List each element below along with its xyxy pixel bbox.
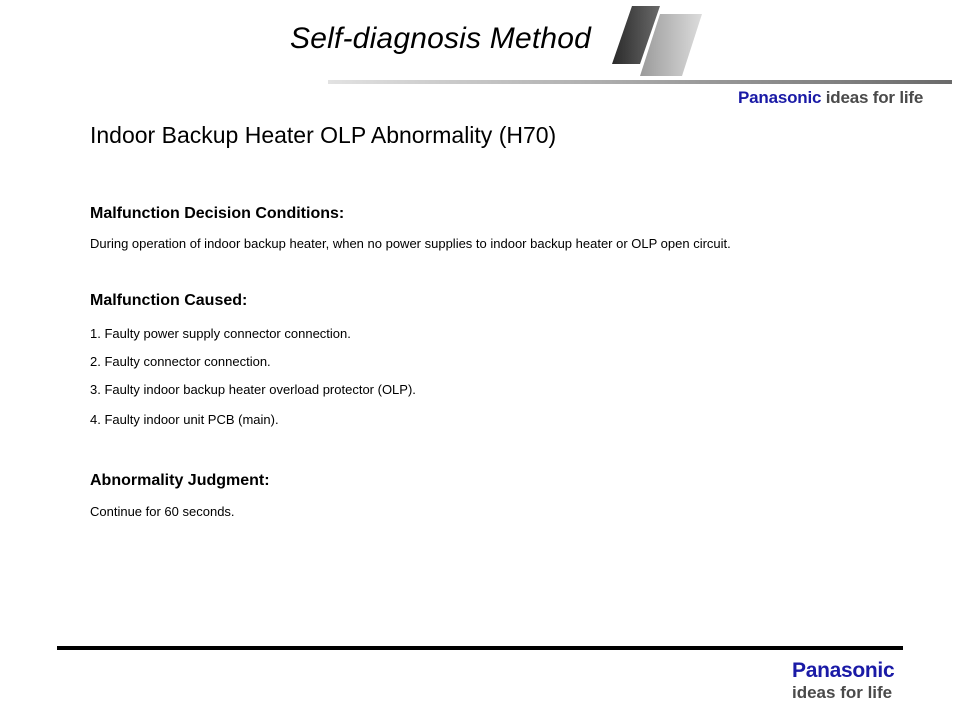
cause-item-3: 3. Faulty indoor backup heater overload protector (OLP). <box>90 382 416 397</box>
header-divider <box>328 80 952 84</box>
conditions-text: During operation of indoor backup heater, when no power supplies to indoor backup heater or OLP open circuit. <box>90 236 731 251</box>
cause-item-4: 4. Faulty indoor unit PCB (main). <box>90 412 279 427</box>
judgment-heading: Abnormality Judgment: <box>90 472 270 489</box>
header-brand-name: Panasonic <box>738 88 822 107</box>
header-brand-logo <box>738 88 923 108</box>
conditions-heading: Malfunction Decision Conditions: <box>90 205 345 222</box>
causes-heading: Malfunction Caused: <box>90 292 248 309</box>
cause-item-2: 2. Faulty connector connection. <box>90 354 271 369</box>
cause-item-1: 1. Faulty power supply connector connection. <box>90 326 351 341</box>
footer-brand-name: Panasonic <box>792 659 895 682</box>
footer-brand-tagline: ideas for life <box>792 683 893 702</box>
header-slant-graphic <box>610 6 710 76</box>
footer-divider <box>57 646 903 650</box>
header-brand-tagline: ideas for life <box>825 88 924 107</box>
judgment-text: Continue for 60 seconds. <box>90 504 235 519</box>
footer-brand-logo <box>792 660 894 701</box>
slide-title: Indoor Backup Heater OLP Abnormality (H70) <box>90 122 557 148</box>
header-title: Self-diagnosis Method <box>290 22 592 55</box>
